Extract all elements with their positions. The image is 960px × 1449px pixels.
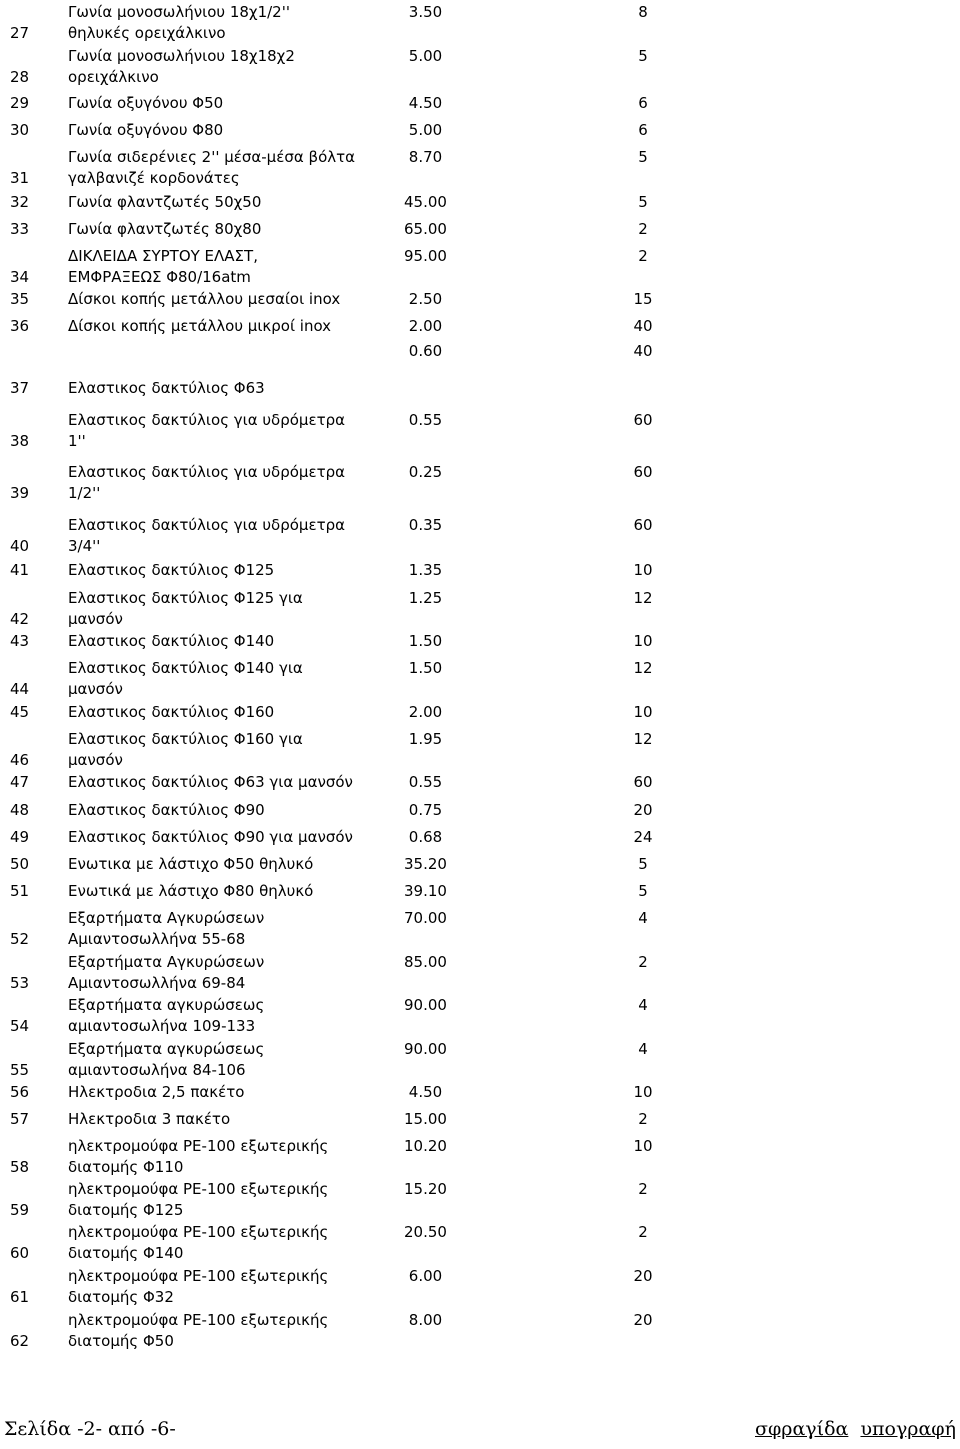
unit-price: 70.00 <box>404 909 447 927</box>
unit-price: 45.00 <box>404 193 447 211</box>
item-number: 31 <box>10 169 30 187</box>
item-description <box>68 1082 244 1103</box>
item-description <box>68 515 345 557</box>
description-line: Ελαστικος δακτύλιος Φ140 για <box>68 659 303 677</box>
description-line: Ελαστικος δακτύλιος Φ125 για <box>68 589 303 607</box>
quantity: 60 <box>633 773 653 791</box>
description-line: Εξαρτήματα Αγκυρώσεων <box>68 909 265 927</box>
item-number: 58 <box>10 1158 30 1176</box>
item-number: 39 <box>10 484 30 502</box>
item-number: 42 <box>10 610 30 628</box>
quantity: 10 <box>633 561 653 579</box>
item-description <box>68 1179 328 1221</box>
unit-price: 0.75 <box>408 801 443 819</box>
quantity: 10 <box>633 632 653 650</box>
description-line: Ελαστικος δακτύλιος Φ125 <box>68 561 275 579</box>
item-description <box>68 854 313 875</box>
item-description <box>68 588 303 630</box>
description-line: Ελαστικος δακτύλιος Φ63 <box>68 379 265 397</box>
description-line: Γωνία φλαντζωτές 50χ50 <box>68 193 262 211</box>
item-description <box>68 631 274 652</box>
unit-price: 0.55 <box>408 773 443 791</box>
description-line: Γωνία οξυγόνου Φ50 <box>68 94 224 112</box>
description-line: μανσόν <box>68 751 123 769</box>
item-description <box>68 800 265 821</box>
unit-price: 1.50 <box>408 632 443 650</box>
unit-price: 5.00 <box>408 121 443 139</box>
unit-price: 8.70 <box>408 148 443 166</box>
item-number: 51 <box>10 882 30 900</box>
description-line: Γωνία σιδερένιες 2'' μέσα-μέσα βόλτα <box>68 148 356 166</box>
description-line: διατομής Φ140 <box>68 1244 184 1262</box>
description-line: Γωνία οξυγόνου Φ80 <box>68 121 224 139</box>
quantity: 12 <box>633 589 653 607</box>
description-line: γαλβανιζέ κορδονάτες <box>68 169 240 187</box>
item-number: 32 <box>10 193 30 211</box>
description-line: μανσόν <box>68 680 123 698</box>
unit-price: 1.95 <box>408 730 443 748</box>
item-number: 48 <box>10 801 30 819</box>
unit-price: 2.50 <box>408 290 443 308</box>
seal-label: σφραγίδα <box>755 1418 849 1440</box>
unit-price: 6.00 <box>408 1267 443 1285</box>
description-line: Ηλεκτροδια 3 πακέτο <box>68 1110 231 1128</box>
unit-price: 35.20 <box>404 855 447 873</box>
item-description <box>68 772 353 793</box>
item-number: 40 <box>10 537 30 555</box>
item-number: 61 <box>10 1288 30 1306</box>
description-line: 3/4'' <box>68 537 101 555</box>
description-line: ΕΜΦΡΑΞΕΩΣ Φ80/16atm <box>68 268 251 286</box>
quantity: 60 <box>633 516 653 534</box>
item-number: 37 <box>10 379 30 397</box>
unit-price: 2.00 <box>408 703 443 721</box>
item-number: 46 <box>10 751 30 769</box>
quantity: 20 <box>633 1311 653 1329</box>
item-description <box>68 702 274 723</box>
quantity: 8 <box>638 3 648 21</box>
item-number: 33 <box>10 220 30 238</box>
unit-price: 0.55 <box>408 411 443 429</box>
unit-price: 4.50 <box>408 94 443 112</box>
description-line: ηλεκτρομούφα PE-100 εξωτερικής <box>68 1223 329 1241</box>
item-description <box>68 410 345 452</box>
description-line: Εξαρτήματα Αγκυρώσεων <box>68 953 265 971</box>
item-number: 38 <box>10 432 30 450</box>
quantity: 4 <box>638 1040 648 1058</box>
unit-price: 1.25 <box>408 589 443 607</box>
description-line: Γωνία μονοσωλήνιου 18χ18χ2 <box>68 47 295 65</box>
description-line: Εξαρτήματα αγκυρώσεως <box>68 996 265 1014</box>
item-description <box>68 995 264 1037</box>
description-line: Ελαστικος δακτύλιος Φ140 <box>68 632 275 650</box>
description-line: Ελαστικος δακτύλιος για υδρόμετρα <box>68 411 346 429</box>
item-description <box>68 952 264 994</box>
description-line: ηλεκτρομούφα PE-100 εξωτερικής <box>68 1180 329 1198</box>
description-line: ΔΙΚΛΕΙΔΑ ΣΥΡΤΟΥ ΕΛΑΣΤ, <box>68 247 258 265</box>
quantity: 12 <box>633 659 653 677</box>
item-number: 27 <box>10 24 30 42</box>
quantity: 4 <box>638 996 648 1014</box>
quantity: 5 <box>638 148 648 166</box>
description-line: 1/2'' <box>68 484 101 502</box>
description-line: ηλεκτρομούφα PE-100 εξωτερικής <box>68 1267 329 1285</box>
description-line: Ηλεκτροδια 2,5 πακέτο <box>68 1083 245 1101</box>
item-description <box>68 316 331 337</box>
item-description <box>68 881 313 902</box>
item-number: 60 <box>10 1244 30 1262</box>
unit-price: 0.60 <box>408 342 443 360</box>
item-description <box>68 560 274 581</box>
quantity: 2 <box>638 1110 648 1128</box>
item-number: 56 <box>10 1083 30 1101</box>
item-number: 35 <box>10 290 30 308</box>
quantity: 5 <box>638 882 648 900</box>
item-description <box>68 658 303 700</box>
item-number: 54 <box>10 1017 30 1035</box>
quantity: 60 <box>633 463 653 481</box>
quantity: 20 <box>633 1267 653 1285</box>
item-description <box>68 827 353 848</box>
item-number: 44 <box>10 680 30 698</box>
description-line: μανσόν <box>68 610 123 628</box>
description-line: Ελαστικος δακτύλιος για υδρόμετρα <box>68 463 346 481</box>
description-line: Ελαστικος δακτύλιος Φ90 <box>68 801 265 819</box>
unit-price: 4.50 <box>408 1083 443 1101</box>
description-line: Γωνία μονοσωλήνιου 18χ1/2'' <box>68 3 290 21</box>
unit-price: 20.50 <box>404 1223 447 1241</box>
item-description <box>68 192 261 213</box>
quantity: 5 <box>638 47 648 65</box>
item-number: 59 <box>10 1201 30 1219</box>
quantity: 6 <box>638 94 648 112</box>
description-line: Ελαστικος δακτύλιος για υδρόμετρα <box>68 516 346 534</box>
unit-price: 95.00 <box>404 247 447 265</box>
unit-price: 90.00 <box>404 1040 447 1058</box>
item-number: 29 <box>10 94 30 112</box>
description-line: θηλυκές ορειχάλκινο <box>68 24 226 42</box>
description-line: ορειχάλκινο <box>68 68 159 86</box>
page-number: Σελίδα -2- από -6- <box>4 1418 176 1440</box>
unit-price: 8.00 <box>408 1311 443 1329</box>
item-number: 36 <box>10 317 30 335</box>
unit-price: 15.20 <box>404 1180 447 1198</box>
unit-price: 90.00 <box>404 996 447 1014</box>
unit-price: 1.35 <box>408 561 443 579</box>
signature-label: υπογραφή <box>860 1418 956 1440</box>
item-description <box>68 1222 328 1264</box>
description-line: Δίσκοι κοπής μετάλλου μικροί inox <box>68 317 332 335</box>
description-line: Ελαστικος δακτύλιος Φ160 <box>68 703 275 721</box>
item-description <box>68 93 223 114</box>
item-description <box>68 147 355 189</box>
item-number: 47 <box>10 773 30 791</box>
item-number: 41 <box>10 561 30 579</box>
quantity: 4 <box>638 909 648 927</box>
item-description <box>68 1039 264 1081</box>
unit-price: 5.00 <box>408 47 443 65</box>
item-description <box>68 729 303 771</box>
description-line: ηλεκτρομούφα PE-100 εξωτερικής <box>68 1311 329 1329</box>
item-description <box>68 378 265 399</box>
item-description <box>68 1266 328 1308</box>
quantity: 2 <box>638 1180 648 1198</box>
description-line: 1'' <box>68 432 86 450</box>
item-description <box>68 1310 328 1352</box>
item-description <box>68 219 261 240</box>
item-number: 53 <box>10 974 30 992</box>
unit-price: 10.20 <box>404 1137 447 1155</box>
description-line: διατομής Φ110 <box>68 1158 184 1176</box>
unit-price: 15.00 <box>404 1110 447 1128</box>
unit-price: 85.00 <box>404 953 447 971</box>
item-number: 43 <box>10 632 30 650</box>
quantity: 5 <box>638 193 648 211</box>
unit-price: 1.50 <box>408 659 443 677</box>
item-description <box>68 246 258 288</box>
description-line: ηλεκτρομούφα PE-100 εξωτερικής <box>68 1137 329 1155</box>
item-number: 28 <box>10 68 30 86</box>
unit-price: 0.35 <box>408 516 443 534</box>
description-line: Ελαστικος δακτύλιος Φ90 για μανσόν <box>68 828 353 846</box>
description-line: αμιαντοσωλήνα 109-133 <box>68 1017 256 1035</box>
description-line: διατομής Φ125 <box>68 1201 184 1219</box>
item-description <box>68 462 345 504</box>
quantity: 2 <box>638 953 648 971</box>
quantity: 12 <box>633 730 653 748</box>
unit-price: 0.68 <box>408 828 443 846</box>
seal-signature-label <box>755 1418 956 1440</box>
quantity: 60 <box>633 411 653 429</box>
quantity: 20 <box>633 801 653 819</box>
unit-price: 0.25 <box>408 463 443 481</box>
item-number: 50 <box>10 855 30 873</box>
item-description <box>68 46 295 88</box>
description-line: διατομής Φ32 <box>68 1288 174 1306</box>
description-line: Αμιαντοσωλλήνα 55-68 <box>68 930 246 948</box>
item-description <box>68 908 264 950</box>
item-description <box>68 2 290 44</box>
quantity: 5 <box>638 855 648 873</box>
description-line: διατομής Φ50 <box>68 1332 174 1350</box>
item-number: 52 <box>10 930 30 948</box>
quantity: 2 <box>638 1223 648 1241</box>
description-line: Ελαστικος δακτύλιος Φ63 για μανσόν <box>68 773 353 791</box>
quantity: 2 <box>638 220 648 238</box>
quantity: 10 <box>633 1083 653 1101</box>
item-number: 34 <box>10 268 30 286</box>
description-line: Αμιαντοσωλλήνα 69-84 <box>68 974 246 992</box>
item-number: 57 <box>10 1110 30 1128</box>
item-number: 49 <box>10 828 30 846</box>
item-description <box>68 120 223 141</box>
description-line: Γωνία φλαντζωτές 80χ80 <box>68 220 262 238</box>
unit-price: 2.00 <box>408 317 443 335</box>
item-description <box>68 289 340 310</box>
item-number: 62 <box>10 1332 30 1350</box>
quantity: 40 <box>633 342 653 360</box>
item-description <box>68 1136 328 1178</box>
quantity: 2 <box>638 247 648 265</box>
description-line: Ενωτικά με λάστιχο Φ80 θηλυκό <box>68 882 314 900</box>
description-line: Ελαστικος δακτύλιος Φ160 για <box>68 730 303 748</box>
quantity: 10 <box>633 703 653 721</box>
item-number: 30 <box>10 121 30 139</box>
quantity: 24 <box>633 828 653 846</box>
description-line: Δίσκοι κοπής μετάλλου μεσαίοι inox <box>68 290 341 308</box>
quantity: 15 <box>633 290 653 308</box>
quantity: 10 <box>633 1137 653 1155</box>
unit-price: 65.00 <box>404 220 447 238</box>
item-description <box>68 1109 230 1130</box>
quantity: 6 <box>638 121 648 139</box>
item-number: 45 <box>10 703 30 721</box>
description-line: αμιαντοσωλήνα 84-106 <box>68 1061 246 1079</box>
description-line: Εξαρτήματα αγκυρώσεως <box>68 1040 265 1058</box>
unit-price: 3.50 <box>408 3 443 21</box>
item-number: 55 <box>10 1061 30 1079</box>
quantity: 40 <box>633 317 653 335</box>
unit-price: 39.10 <box>404 882 447 900</box>
description-line: Ενωτικα με λάστιχο Φ50 θηλυκό <box>68 855 314 873</box>
